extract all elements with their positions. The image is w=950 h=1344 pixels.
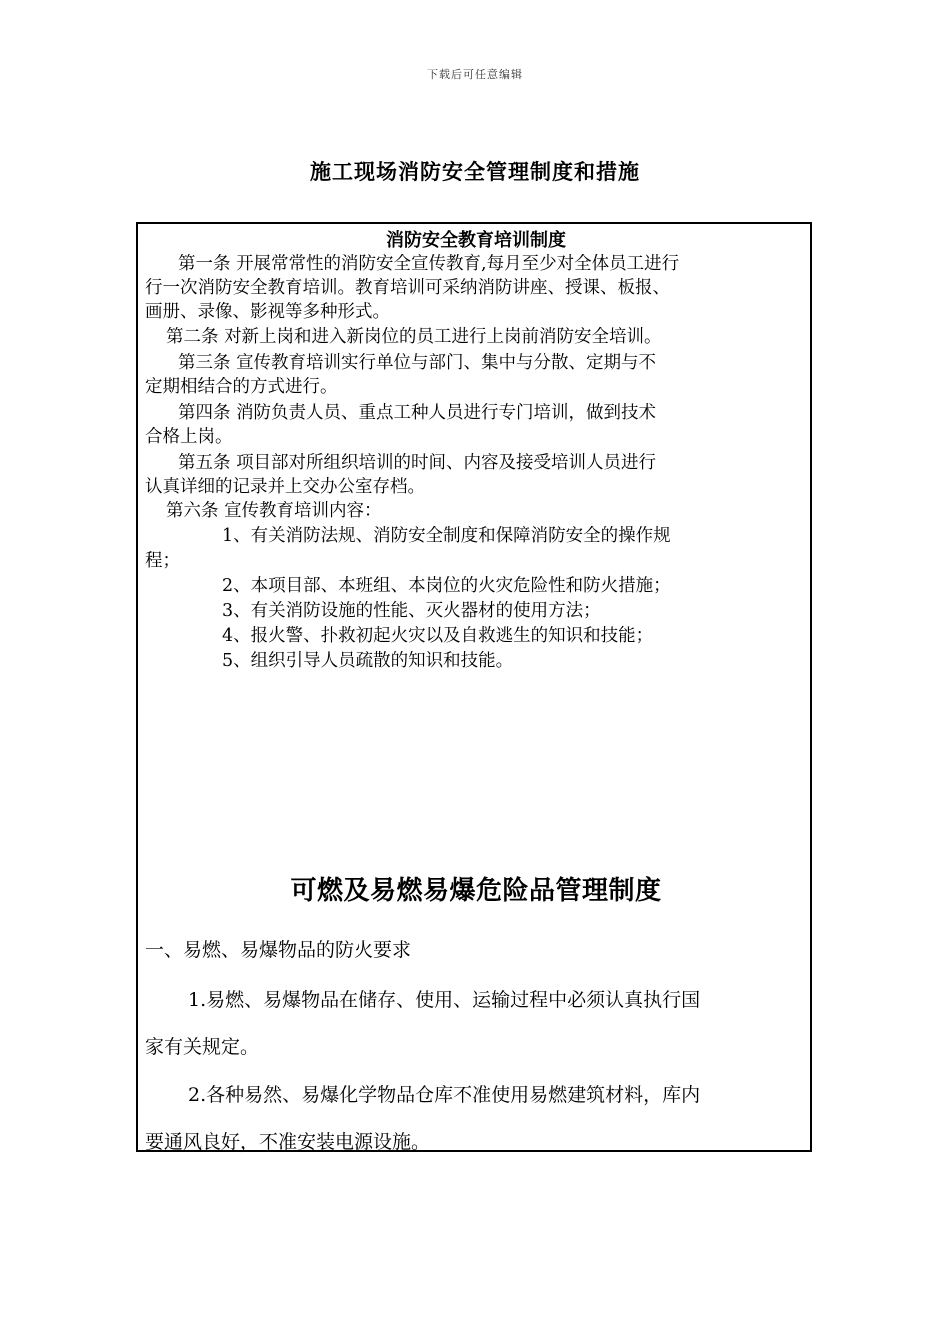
section-title-fire-training: 消防安全教育培训制度 (386, 230, 566, 251)
article-line: 合格上岗。 (145, 427, 233, 447)
article-line: 定期相结合的方式进行。 (145, 377, 338, 397)
list-item: 5、组织引导人员疏散的知识和技能。 (222, 651, 514, 671)
subsection-heading: 一、易燃、易爆物品的防火要求 (145, 939, 412, 961)
section-title-hazardous-materials: 可燃及易燃易爆危险品管理制度 (290, 876, 662, 906)
article-line: 第四条 消防负责人员、重点工种人员进行专门培训，做到技术 (178, 403, 657, 423)
article-line: 第二条 对新上岗和进入新岗位的员工进行上岗前消防安全培训。 (166, 327, 662, 347)
article-line: 认真详细的记录并上交办公室存档。 (145, 477, 425, 497)
paragraph-line: 2.各种易然、易爆化学物品仓库不准使用易燃建筑材料，库内 (188, 1084, 701, 1106)
article-line: 第三条 宣传教育培训实行单位与部门、集中与分散、定期与不 (178, 353, 657, 373)
list-item: 1、有关消防法规、消防安全制度和保障消防安全的操作规 (222, 526, 671, 546)
list-item: 4、报火警、扑救初起火灾以及自救逃生的知识和技能； (222, 626, 654, 646)
list-item: 程； (145, 551, 180, 571)
article-line: 第五条 项目部对所组织培训的时间、内容及接受培训人员进行 (178, 453, 657, 473)
page-header-note: 下载后可任意编辑 (427, 68, 523, 81)
article-line: 画册、录像、影视等多种形式。 (145, 302, 390, 322)
article-line: 第一条 开展常常性的消防安全宣传教育,每月至少对全体员工进行 (178, 254, 680, 274)
article-line: 第六条 宣传教育培训内容： (166, 501, 382, 521)
document-title: 施工现场消防安全管理制度和措施 (310, 160, 640, 184)
list-item: 3、有关消防设施的性能、灭火器材的使用方法； (222, 601, 601, 621)
paragraph-line: 家有关规定。 (145, 1036, 260, 1058)
list-item: 2、本项目部、本班组、本岗位的火灾危险性和防火措施； (222, 576, 671, 596)
article-line: 行一次消防安全教育培训。教育培训可采纳消防讲座、授课、板报、 (145, 278, 670, 298)
paragraph-line: 要通风良好，不准安装电源设施。 (145, 1131, 431, 1153)
paragraph-line: 1.易燃、易爆物品在储存、使用、运输过程中必须认真执行国 (188, 989, 701, 1011)
